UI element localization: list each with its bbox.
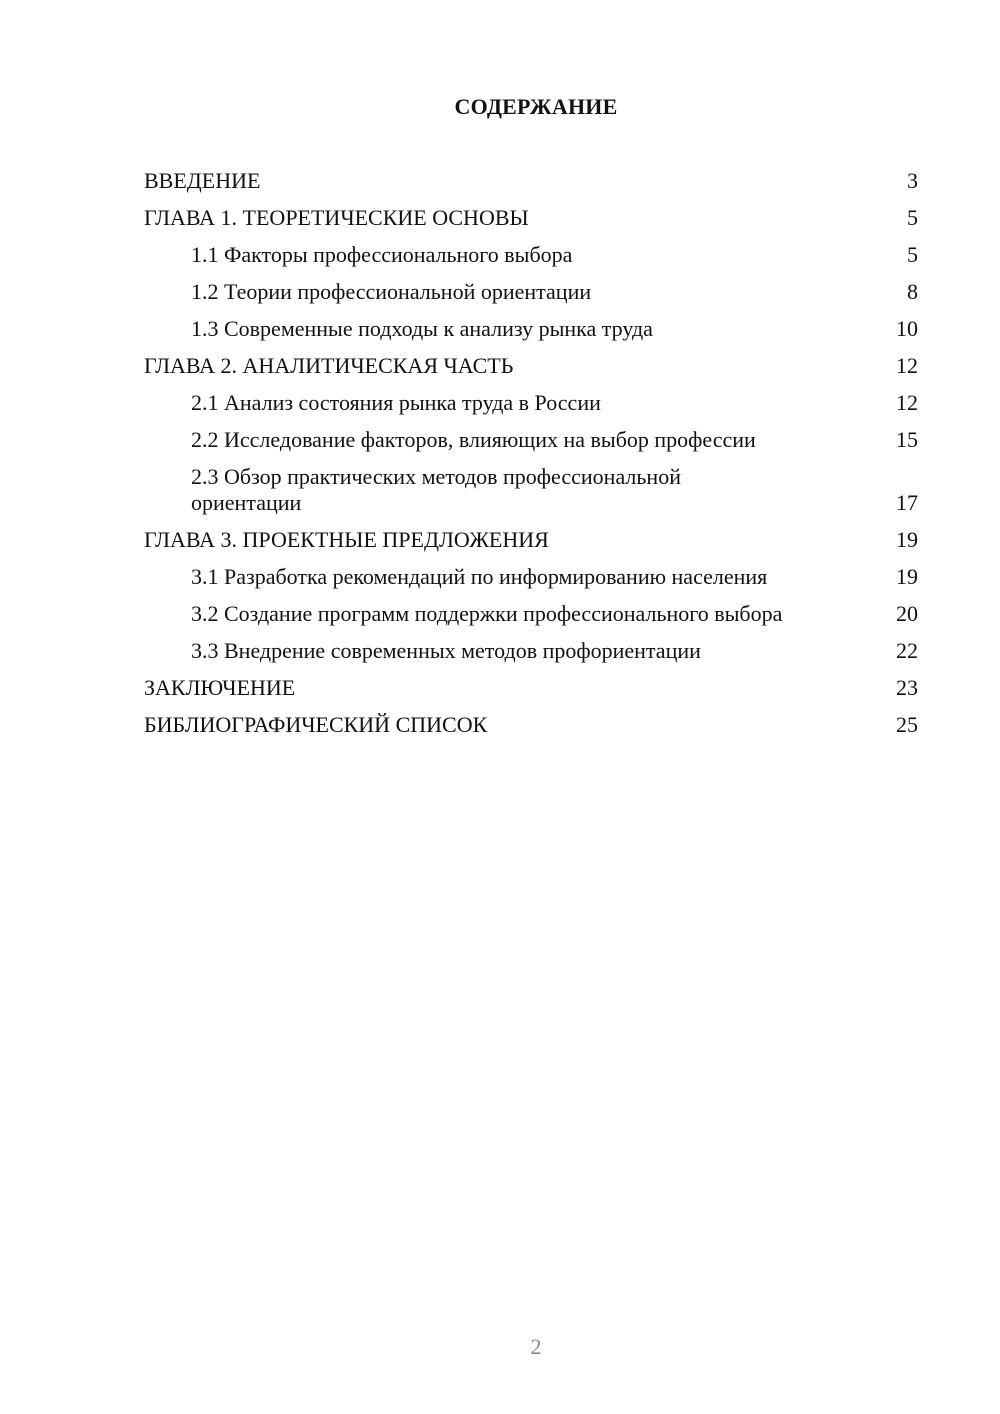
- toc-entry-conclusion[interactable]: [144, 675, 918, 701]
- toc-entry-text: ЗАКЛЮЧЕНИЕ: [144, 675, 296, 700]
- toc-entry-text: 1.1 Факторы профессионального выбора: [191, 242, 573, 267]
- toc-entry-page: 5: [907, 205, 918, 230]
- toc-entry-chapter-2[interactable]: [144, 353, 918, 379]
- toc-entry-text: 2.1 Анализ состояния рынка труда в России: [191, 390, 601, 415]
- toc-entry-page: 20: [896, 601, 918, 626]
- toc-entry-section-3-3[interactable]: [144, 638, 918, 664]
- toc-entry-section-1-2[interactable]: [144, 279, 918, 305]
- page-title: СОДЕРЖАНИЕ: [454, 94, 618, 119]
- toc-entry-section-2-3[interactable]: [144, 464, 918, 516]
- toc-entry-text: 2.3 Обзор практических методов профессиональной ориентации: [191, 464, 681, 515]
- toc-entry-chapter-3[interactable]: [144, 527, 918, 553]
- toc-entry-page: 5: [907, 242, 918, 267]
- toc-entry-page: 19: [896, 527, 918, 552]
- toc-entry-page: 12: [896, 353, 918, 378]
- toc-entry-section-3-1[interactable]: [144, 564, 918, 590]
- toc-entry-introduction[interactable]: [144, 168, 918, 194]
- page-number: 2: [530, 1334, 542, 1359]
- toc-entry-chapter-1[interactable]: [144, 205, 918, 231]
- toc-entry-text: 1.3 Современные подходы к анализу рынка труда: [191, 316, 653, 341]
- toc-entry-page: 3: [907, 168, 918, 193]
- toc-entry-bibliography[interactable]: [144, 712, 918, 738]
- toc-entry-section-3-2[interactable]: [144, 601, 918, 627]
- toc-entry-page: 12: [896, 390, 918, 415]
- toc-entry-text: ГЛАВА 2. АНАЛИТИЧЕСКАЯ ЧАСТЬ: [144, 353, 514, 378]
- table-of-contents: [144, 168, 918, 749]
- toc-entry-text: 3.2 Создание программ поддержки профессионального выбора: [191, 601, 783, 626]
- toc-entry-page: 8: [907, 279, 918, 304]
- toc-entry-text: ВВЕДЕНИЕ: [144, 168, 261, 193]
- toc-entry-text: ГЛАВА 1. ТЕОРЕТИЧЕСКИЕ ОСНОВЫ: [144, 205, 529, 230]
- toc-entry-page: 23: [896, 675, 918, 700]
- toc-entry-text: 1.2 Теории профессиональной ориентации: [191, 279, 592, 304]
- toc-entry-text: БИБЛИОГРАФИЧЕСКИЙ СПИСОК: [144, 712, 488, 737]
- toc-entry-page: 19: [896, 564, 918, 589]
- toc-entry-text: 3.3 Внедрение современных методов профориентации: [191, 638, 701, 663]
- toc-entry-page: 15: [896, 427, 918, 452]
- toc-entry-page: 10: [896, 316, 918, 341]
- toc-entry-section-1-3[interactable]: [144, 316, 918, 342]
- toc-entry-page: 25: [896, 712, 918, 737]
- toc-entry-text: ГЛАВА 3. ПРОЕКТНЫЕ ПРЕДЛОЖЕНИЯ: [144, 527, 549, 552]
- toc-entry-section-2-2[interactable]: [144, 427, 918, 453]
- toc-entry-section-2-1[interactable]: [144, 390, 918, 416]
- toc-entry-page: 17: [896, 490, 918, 515]
- toc-entry-text: 3.1 Разработка рекомендаций по информированию населения: [191, 564, 768, 589]
- toc-entry-page: 22: [896, 638, 918, 663]
- toc-entry-text: 2.2 Исследование факторов, влияющих на выбор профессии: [191, 427, 756, 452]
- toc-entry-section-1-1[interactable]: [144, 242, 918, 268]
